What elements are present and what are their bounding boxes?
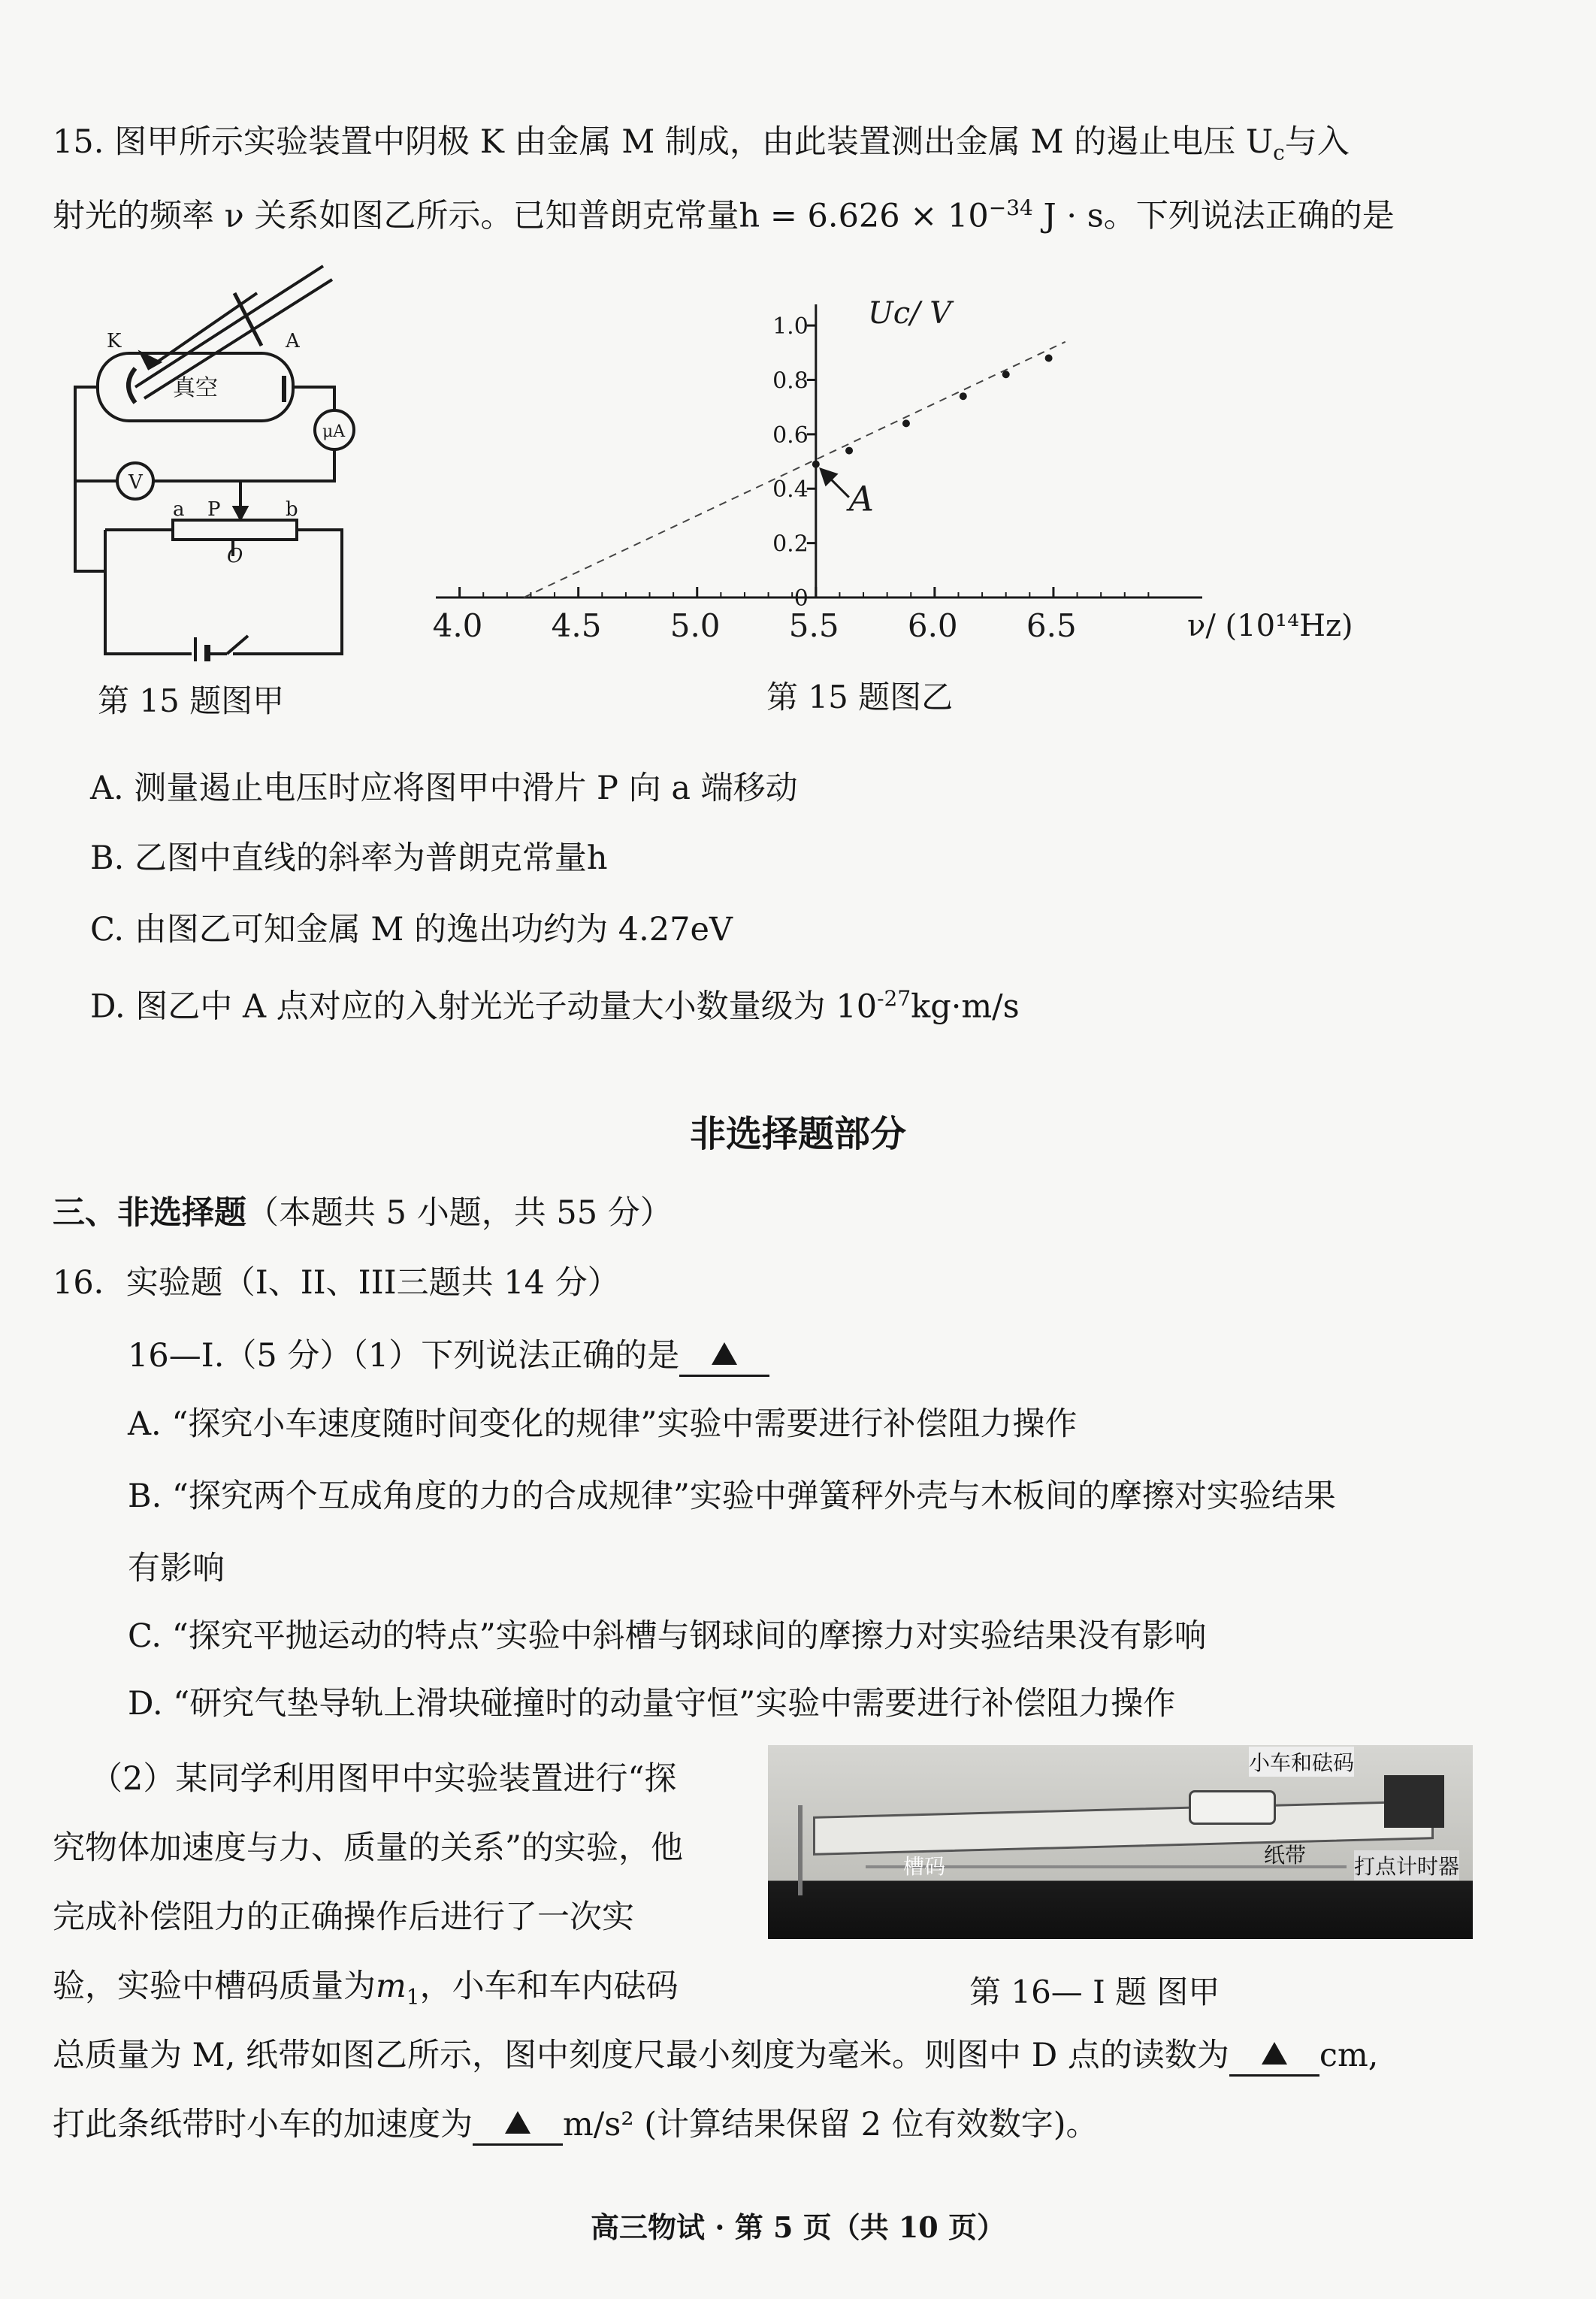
- wire-meter-row: [75, 449, 334, 481]
- page-footer: 高三物试 · 第 5 页（共 10 页）: [591, 2210, 1005, 2244]
- data-point: [960, 392, 967, 400]
- q15-exponent: −34: [988, 195, 1033, 220]
- q15-uc-subscript: c: [1273, 140, 1285, 165]
- section-title: 非选择题部分: [689, 1113, 906, 1155]
- q15-text-line2-end: J · s。下列说法正确的是: [1032, 197, 1395, 235]
- q15-line2: [53, 186, 1395, 237]
- section-heading-note: （本题共 5 小题，共 55 分）: [246, 1194, 673, 1232]
- q15-text-line1: 图甲所示实验装置中阴极 K 由金属 M 制成，由此装置测出金属 M 的遏止电压 U: [114, 123, 1274, 161]
- y-tick-label: 0.2: [772, 531, 809, 558]
- q16-part2-line3: 完成补偿阻力的正确操作后进行了一次实: [53, 1898, 634, 1936]
- q15-option-c: C. 由图乙可知金属 M 的逸出功约为 4.27eV: [90, 911, 733, 948]
- answer-blank-3[interactable]: [473, 2106, 563, 2146]
- answer-marker-icon: [1262, 2042, 1287, 2065]
- q16-line5-unit: cm,: [1319, 2037, 1379, 2074]
- hanging-string: [798, 1805, 803, 1895]
- label-hook-weights: 槽码: [903, 1854, 946, 1879]
- y-tick-label: 0.4: [772, 476, 809, 504]
- q16-option-c: C. “探究平抛运动的特点”实验中斜槽与钢球间的摩擦力对实验结果没有影响: [128, 1617, 1207, 1655]
- x-axis-label: ν/ (10¹⁴Hz): [1187, 609, 1353, 643]
- m1-subscript: 1: [406, 1984, 420, 2010]
- wire-right-top: [293, 387, 334, 410]
- cart: [1189, 1790, 1276, 1825]
- q16-option-d: D. “研究气垫导轨上滑块碰撞时的动量守恒”实验中需要进行补偿阻力操作: [128, 1685, 1176, 1723]
- q16-line6-text: 打此条纸带时小车的加速度为: [53, 2106, 473, 2143]
- wire-rheo-right: [233, 530, 342, 654]
- q16-part2-line1: （2）某同学利用图甲中实验装置进行“探: [90, 1760, 677, 1798]
- track-board: [813, 1800, 1434, 1856]
- rheostat: [173, 520, 297, 540]
- q15-option-a: A. 测量遏止电压时应将图甲中滑片 P 向 a 端移动: [90, 770, 798, 807]
- q16-option-a: A. “探究小车速度随时间变化的规律”实验中需要进行补偿阻力操作: [128, 1405, 1078, 1443]
- data-point: [1002, 371, 1010, 378]
- q16-title: 16．实验题（I、II、III三题共 14 分）: [53, 1264, 620, 1302]
- q16-part2-line2: 究物体加速度与力、质量的关系”的实验，他: [53, 1829, 683, 1867]
- y-tick-label: 1.0: [772, 313, 809, 340]
- q16-line5-text: 总质量为 M, 纸带如图乙所示，图中刻度尺最小刻度为毫米。则图中 D 点的读数为: [53, 2037, 1229, 2074]
- x-tick-label: 5.5: [788, 607, 839, 644]
- label-microammeter: μA: [322, 422, 346, 441]
- q15-uc-vs-frequency-chart: [421, 293, 1413, 669]
- data-point: [902, 419, 910, 427]
- q15-option-d: [90, 977, 1020, 1028]
- q16-option-b-cont: 有影响: [128, 1550, 225, 1587]
- x-tick-label: 4.0: [432, 607, 483, 644]
- q16-part2-line4-text: 验，实验中槽码质量为: [53, 1968, 376, 2005]
- label-rheo-b: b: [286, 498, 298, 521]
- fig-b-caption: 第 15 题图乙: [766, 679, 954, 715]
- y-tick-label: 0.6: [772, 422, 809, 449]
- light-beam-1: [135, 266, 323, 387]
- q15-option-d-unit: kg·m/s: [911, 988, 1020, 1026]
- q16-part1-text: 16—I.（5 分）（1）下列说法正确的是: [128, 1337, 680, 1375]
- y-axis-label: Uc/ V: [868, 296, 952, 331]
- point-a-label: A: [848, 478, 875, 519]
- q15-option-d-text: D. 图乙中 A 点对应的入射光光子动量大小数量级为 10: [90, 988, 878, 1026]
- photo-caption: 第 16— I 题 图甲: [969, 1974, 1220, 2010]
- q15-text-line2: 射光的频率 ν 关系如图乙所示。已知普朗克常量h = 6.626 × 10: [53, 197, 989, 235]
- wire-left: [75, 387, 105, 571]
- label-paper-tape: 纸带: [1264, 1843, 1307, 1868]
- switch-blade: [227, 636, 248, 654]
- data-point: [1045, 355, 1053, 362]
- q15-number: 15.: [53, 123, 104, 161]
- q16-line5: [53, 2034, 1378, 2077]
- x-tick-label: 4.5: [551, 607, 602, 644]
- y-tick-label: 0: [793, 585, 809, 612]
- label-k: K: [107, 330, 122, 352]
- q16-part1: [128, 1334, 769, 1378]
- q15-circuit-diagram: [60, 256, 376, 661]
- point-a-arrow: [821, 469, 849, 498]
- data-point: [845, 447, 853, 455]
- q15-option-d-exponent: -27: [877, 986, 911, 1011]
- experiment-photo: [768, 1745, 1473, 1939]
- label-timer: 打点计时器: [1354, 1850, 1459, 1880]
- timer-device: [1384, 1775, 1444, 1828]
- label-slider-p: P: [207, 498, 221, 521]
- q16-line6: [53, 2103, 1098, 2146]
- q16-part2-line4-end: ，小车和车内砝码: [419, 1968, 679, 2005]
- q15-text-line1-end: 与入: [1284, 123, 1350, 161]
- section-heading: [53, 1191, 673, 1235]
- fig-a-caption: 第 15 题图甲: [98, 682, 285, 719]
- answer-marker-icon: [505, 2111, 530, 2134]
- label-o: O: [227, 545, 243, 567]
- slider-p-arrow: [234, 507, 246, 519]
- q15-option-b: B. 乙图中直线的斜率为普朗克常量h: [90, 839, 608, 877]
- x-tick-label: 6.0: [907, 607, 958, 644]
- label-a: A: [286, 330, 300, 352]
- q16-part2-line4: [53, 1965, 679, 2019]
- q16-line6-unit: m/s² (计算结果保留 2 位有效数字)。: [563, 2106, 1099, 2143]
- answer-blank-2[interactable]: [1229, 2037, 1319, 2077]
- light-arrowhead: [141, 353, 159, 368]
- label-voltmeter: V: [128, 471, 143, 494]
- data-point: [812, 461, 820, 468]
- answer-marker-icon: [712, 1342, 737, 1365]
- answer-blank-1[interactable]: [679, 1337, 769, 1377]
- q15-line1: [53, 120, 1350, 175]
- q16-option-b: B. “探究两个互成角度的力的合成规律”实验中弹簧秤外壳与木板间的摩擦对实验结果: [128, 1478, 1336, 1515]
- y-tick-label: 0.8: [772, 368, 809, 395]
- x-tick-label: 6.5: [1026, 607, 1077, 644]
- label-rheo-a: a: [173, 498, 185, 521]
- m1-variable: m: [376, 1968, 407, 2005]
- section-heading-text: 三、非选择题: [53, 1194, 246, 1232]
- label-cart-weights: 小车和砝码: [1249, 1747, 1354, 1777]
- x-tick-label: 5.0: [670, 607, 721, 644]
- wire-battery-left: [105, 530, 192, 654]
- cathode-k: [128, 368, 135, 403]
- label-vacuum: 真空: [173, 375, 218, 401]
